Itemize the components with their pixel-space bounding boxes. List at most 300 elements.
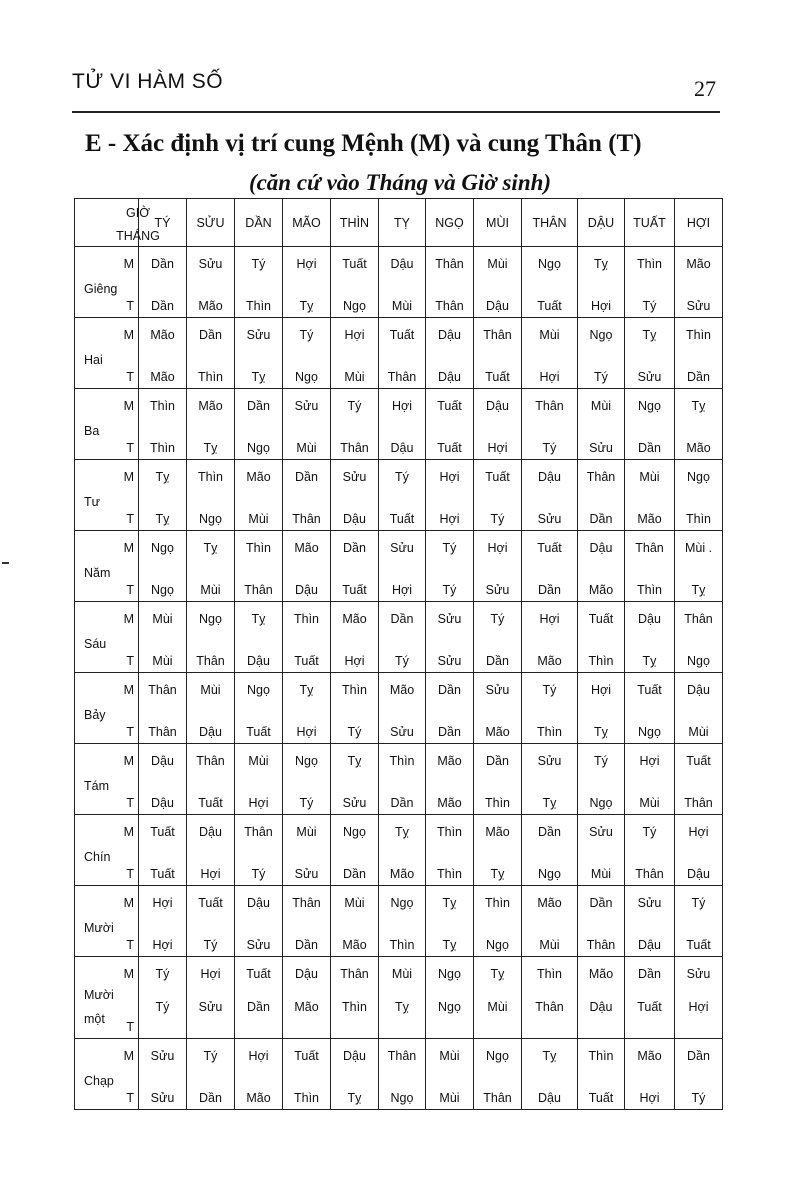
than-value: Dần — [151, 299, 174, 313]
value-cell — [474, 744, 522, 815]
than-value: Tuất — [198, 796, 223, 810]
table-row — [75, 1039, 723, 1110]
than-marker: T — [126, 796, 134, 810]
menh-value: Dậu — [687, 683, 710, 697]
than-value: Dần — [247, 1000, 270, 1014]
menh-marker: M — [123, 612, 134, 626]
menh-value: Thìn — [588, 1049, 614, 1063]
menh-value: Dậu — [390, 257, 414, 271]
value-cell — [283, 744, 331, 815]
menh-value: Sửu — [246, 328, 271, 342]
than-value: Hợi — [296, 725, 317, 739]
than-value: Tỵ — [395, 1000, 409, 1014]
value-cell — [625, 957, 675, 1039]
menh-value: Dậu — [199, 825, 222, 839]
table-row — [75, 318, 723, 389]
than-value: Thìn — [293, 1091, 319, 1105]
value-cell — [139, 460, 187, 531]
than-value: Thìn — [636, 583, 662, 597]
than-value: Mão — [588, 583, 614, 597]
than-marker: T — [126, 654, 134, 668]
menh-value: Mùi — [200, 683, 221, 697]
table-row — [75, 886, 723, 957]
menh-value: Thân — [387, 1049, 417, 1063]
than-value: Mùi — [344, 370, 365, 384]
than-value: Tý — [203, 938, 218, 952]
menh-value: Tý — [442, 541, 457, 555]
hour-header: TỴ — [379, 199, 426, 247]
value-cell — [625, 318, 675, 389]
value-cell — [474, 531, 522, 602]
than-value: Mão — [437, 796, 462, 810]
value-cell — [235, 389, 283, 460]
value-cell — [522, 531, 578, 602]
menh-value: Mùi — [590, 399, 612, 413]
value-cell — [331, 460, 379, 531]
than-value: Tuất — [637, 1000, 662, 1014]
table-row — [75, 744, 723, 815]
than-value: Dậu — [390, 441, 414, 455]
value-cell — [426, 886, 474, 957]
month-name: Năm — [84, 566, 111, 580]
menh-value: Dần — [343, 541, 366, 555]
than-value: Dần — [687, 370, 710, 384]
than-value: Tuất — [342, 583, 367, 597]
menh-value: Dậu — [486, 399, 509, 413]
menh-value: Dần — [295, 470, 318, 484]
than-value: Hợi — [487, 441, 508, 455]
value-cell — [379, 247, 426, 318]
menh-value: Ngọ — [638, 399, 661, 413]
table-row — [75, 673, 723, 744]
menh-value: Mão — [198, 399, 223, 413]
menh-value: Dần — [589, 896, 613, 910]
than-value: Tuất — [588, 1091, 614, 1105]
than-value: Mão — [246, 1091, 271, 1105]
table-row — [75, 460, 723, 531]
value-cell — [235, 318, 283, 389]
value-cell — [625, 389, 675, 460]
menh-value: Tuất — [150, 825, 175, 839]
than-value: Mùi — [296, 441, 317, 455]
than-value: Thìn — [436, 867, 462, 881]
menh-value: Dần — [247, 399, 270, 413]
corner-cell — [75, 199, 160, 247]
than-marker: T — [126, 441, 134, 455]
value-cell — [675, 247, 723, 318]
menh-value: Sửu — [437, 612, 462, 626]
value-cell — [235, 1039, 283, 1110]
menh-value: Sửu — [637, 896, 662, 910]
than-value: Mùi — [639, 796, 660, 810]
than-value: Mùi — [391, 299, 413, 313]
menh-value: Tuất — [437, 399, 462, 413]
than-value: Thân — [340, 441, 369, 455]
menh-value: Dần — [199, 328, 222, 342]
than-value: Hợi — [688, 1000, 709, 1014]
than-value: Tý — [395, 654, 409, 668]
value-cell — [283, 673, 331, 744]
than-value: Thân — [483, 1091, 512, 1105]
than-value: Tý — [251, 867, 266, 881]
value-cell — [235, 886, 283, 957]
value-cell — [139, 602, 187, 673]
menh-value: Tuất — [588, 612, 614, 626]
than-value: Dậu — [343, 512, 366, 526]
value-cell — [235, 744, 283, 815]
month-cell — [75, 673, 139, 744]
menh-value: Tỵ — [155, 470, 170, 484]
menh-marker: M — [123, 541, 134, 555]
than-value: Ngọ — [199, 512, 222, 526]
menh-value: Thân — [586, 470, 616, 484]
month-cell — [75, 886, 139, 957]
menh-value: Dần — [638, 967, 661, 981]
month-name: Tư — [84, 495, 101, 509]
than-marker: T — [126, 938, 134, 952]
value-cell — [139, 815, 187, 886]
than-value: Ngọ — [438, 1000, 461, 1014]
value-cell — [379, 460, 426, 531]
menh-value: Dần — [390, 612, 414, 626]
page-number: 27 — [694, 76, 716, 101]
than-value: Tuất — [294, 654, 319, 668]
menh-value: Tỵ — [347, 754, 362, 768]
menh-value: Dậu — [247, 896, 270, 910]
value-cell — [675, 1039, 723, 1110]
than-value: Dậu — [589, 1000, 613, 1014]
value-cell — [139, 957, 187, 1039]
menh-marker: M — [123, 825, 134, 839]
value-cell — [139, 886, 187, 957]
value-cell — [426, 815, 474, 886]
than-value: Thìn — [484, 796, 510, 810]
value-cell — [331, 886, 379, 957]
value-cell — [379, 1039, 426, 1110]
menh-value: Hợi — [590, 683, 611, 697]
menh-marker: M — [123, 470, 134, 484]
than-value: Mão — [389, 867, 415, 881]
menh-value: Mão — [588, 967, 614, 981]
value-cell — [578, 389, 625, 460]
month-cell — [75, 247, 139, 318]
than-value: Sửu — [390, 725, 414, 739]
menh-value: Sửu — [198, 257, 223, 271]
than-value: Thân — [535, 1000, 564, 1014]
value-cell — [625, 744, 675, 815]
value-cell — [426, 957, 474, 1039]
than-value: Tỵ — [299, 299, 314, 313]
menh-value: Thìn — [484, 896, 510, 910]
than-value: Thân — [635, 867, 664, 881]
menh-value: Tỵ — [299, 683, 314, 697]
value-cell — [426, 673, 474, 744]
menh-marker: M — [123, 683, 134, 697]
than-value: Tỵ — [691, 583, 706, 597]
than-value: Sửu — [342, 796, 367, 810]
than-value: Tý — [299, 796, 314, 810]
value-cell — [474, 815, 522, 886]
than-marker: T — [126, 867, 134, 881]
than-value: Dậu — [295, 583, 318, 597]
value-cell — [474, 602, 522, 673]
than-value: Thìn — [341, 1000, 367, 1014]
month-name: Tám — [84, 779, 109, 793]
menh-value: Tuất — [342, 257, 367, 271]
value-cell — [474, 673, 522, 744]
value-cell — [235, 460, 283, 531]
than-value: Hợi — [639, 1091, 660, 1105]
header-row — [75, 199, 723, 247]
month-cell — [75, 602, 139, 673]
menh-value: Mão — [294, 541, 319, 555]
margin-mark — [2, 562, 9, 564]
menh-value: Tỵ — [490, 967, 505, 981]
menh-value: Thìn — [341, 683, 367, 697]
hour-header: THÌN — [331, 199, 379, 247]
value-cell — [331, 531, 379, 602]
than-value: Thìn — [588, 654, 614, 668]
header-rule — [72, 111, 720, 113]
than-value: Ngọ — [390, 1091, 414, 1105]
than-value: Ngọ — [247, 441, 270, 455]
than-value: Mão — [485, 725, 510, 739]
than-value: Mùi — [200, 583, 221, 597]
value-cell — [283, 886, 331, 957]
than-value: Dần — [295, 938, 318, 952]
than-value: Dậu — [438, 370, 461, 384]
than-value: Ngọ — [295, 370, 318, 384]
than-value: Thìn — [197, 370, 223, 384]
than-value: Mão — [150, 370, 175, 384]
menh-value: Dậu — [638, 612, 661, 626]
menh-value: Tỵ — [594, 257, 608, 271]
than-value: Thân — [148, 725, 177, 739]
than-value: Tỵ — [642, 654, 657, 668]
than-value: Tỵ — [594, 725, 608, 739]
menh-value: Hợi — [639, 754, 660, 768]
than-marker: T — [126, 1020, 134, 1034]
value-cell — [235, 815, 283, 886]
menh-value: Thân — [148, 683, 177, 697]
menh-value: Sửu — [589, 825, 613, 839]
than-value: Tỵ — [155, 512, 170, 526]
than-value: Dậu — [638, 938, 661, 952]
month-name: Hai — [84, 353, 103, 367]
menh-value: Tý — [395, 470, 409, 484]
month-name: Mười — [84, 921, 114, 935]
value-cell — [283, 957, 331, 1039]
menh-value: Dậu — [589, 541, 613, 555]
than-value: Sửu — [437, 654, 462, 668]
than-value: Hợi — [439, 512, 460, 526]
month-name: Bảy — [84, 708, 106, 722]
than-value: Thân — [684, 796, 713, 810]
value-cell — [187, 673, 235, 744]
than-value: Sửu — [246, 938, 271, 952]
than-value: Mão — [686, 441, 711, 455]
value-cell — [578, 673, 625, 744]
value-cell — [187, 318, 235, 389]
value-cell — [379, 318, 426, 389]
table-body — [75, 247, 723, 1110]
menh-value: Tuất — [686, 754, 711, 768]
value-cell — [187, 957, 235, 1039]
menh-value: Thìn — [536, 967, 562, 981]
menh-value: Thìn — [149, 399, 175, 413]
menh-marker: M — [123, 896, 134, 910]
than-value: Ngọ — [486, 938, 509, 952]
table-row — [75, 957, 723, 1039]
menh-value: Ngọ — [295, 754, 318, 768]
section-title: E - Xác định vị trí cung Mệnh (M) và cung Thân (T) — [85, 130, 642, 157]
menh-value: Tuất — [198, 896, 223, 910]
month-name: Giêng — [84, 282, 118, 296]
than-value: Thìn — [245, 299, 271, 313]
value-cell — [474, 957, 522, 1039]
than-value: Thìn — [536, 725, 562, 739]
table-row — [75, 389, 723, 460]
menh-value: Dần — [538, 825, 561, 839]
value-cell — [331, 815, 379, 886]
value-cell — [625, 815, 675, 886]
menh-value: Sửu — [294, 399, 319, 413]
menh-value: Mùi — [539, 328, 560, 342]
menh-value: Tý — [542, 683, 557, 697]
hour-header: THÂN — [522, 199, 578, 247]
menh-value: Mùi — [439, 1049, 460, 1063]
than-value: Tỵ — [203, 441, 218, 455]
hour-header: DẬU — [578, 199, 625, 247]
menh-value: Mùi — [296, 825, 317, 839]
than-value: Tuất — [485, 370, 510, 384]
menh-value: Mão — [246, 470, 271, 484]
menh-value: Ngọ — [687, 470, 710, 484]
value-cell — [474, 247, 522, 318]
value-cell — [426, 1039, 474, 1110]
value-cell — [187, 247, 235, 318]
month-name: Sáu — [84, 637, 107, 651]
menh-value: Thân — [340, 967, 369, 981]
than-value: Dậu — [151, 796, 174, 810]
than-value: Mão — [537, 654, 562, 668]
month-axis-label: THÁNG — [116, 229, 160, 243]
value-cell — [522, 957, 578, 1039]
value-cell — [235, 247, 283, 318]
menh-value: Mùi — [344, 896, 365, 910]
value-cell — [379, 957, 426, 1039]
value-cell — [625, 247, 675, 318]
value-cell — [522, 673, 578, 744]
value-cell — [675, 957, 723, 1039]
menh-value: Sửu — [537, 754, 562, 768]
menh-value: Sửu — [485, 683, 510, 697]
than-marker: T — [126, 370, 134, 384]
menh-marker: M — [123, 1049, 134, 1063]
than-value: Hợi — [248, 796, 269, 810]
menh-value: Tỵ — [691, 399, 706, 413]
than-value: Hợi — [539, 370, 560, 384]
value-cell — [235, 957, 283, 1039]
menh-value: Thìn — [293, 612, 319, 626]
than-value: Hợi — [344, 654, 365, 668]
value-cell — [675, 815, 723, 886]
than-value: Mùi — [248, 512, 269, 526]
value-cell — [379, 602, 426, 673]
than-value: Mùi — [590, 867, 612, 881]
value-cell — [331, 957, 379, 1039]
month-cell — [75, 815, 139, 886]
than-value: Tý — [442, 583, 457, 597]
value-cell — [578, 1039, 625, 1110]
value-cell — [139, 247, 187, 318]
value-cell — [139, 531, 187, 602]
value-cell — [331, 602, 379, 673]
menh-value: Hợi — [152, 896, 173, 910]
value-cell — [522, 602, 578, 673]
than-value: Mùi — [152, 654, 173, 668]
value-cell — [426, 602, 474, 673]
value-cell — [331, 673, 379, 744]
than-value: Tý — [691, 1091, 706, 1105]
month-cell — [75, 460, 139, 531]
value-cell — [625, 460, 675, 531]
than-value: Tý — [542, 441, 557, 455]
menh-value: Dần — [486, 754, 509, 768]
month-name: Ba — [84, 424, 100, 438]
than-value: Hợi — [200, 867, 221, 881]
menh-value: Ngọ — [589, 328, 613, 342]
hour-header: DẦN — [235, 199, 283, 247]
than-value: Ngọ — [589, 796, 613, 810]
than-value: Tỵ — [490, 867, 505, 881]
than-value: Dần — [199, 1091, 222, 1105]
hour-axis-label: GIỜ — [126, 206, 150, 220]
value-cell — [379, 744, 426, 815]
menh-value: Dần — [438, 683, 461, 697]
value-cell — [426, 318, 474, 389]
menh-value: Thìn — [389, 754, 415, 768]
menh-value: Mùi — [391, 967, 413, 981]
menh-value: Thân — [535, 399, 564, 413]
menh-value: Thìn — [436, 825, 462, 839]
than-value: Mão — [198, 299, 223, 313]
menh-value: Ngọ — [343, 825, 366, 839]
than-value: Mão — [294, 1000, 319, 1014]
than-value: Tuất — [537, 299, 562, 313]
menh-value: Thìn — [685, 328, 711, 342]
menh-value: Sửu — [686, 967, 711, 981]
than-value: Sửu — [686, 299, 711, 313]
value-cell — [578, 744, 625, 815]
value-cell — [331, 744, 379, 815]
menh-value: Tý — [347, 399, 362, 413]
menh-value: Mùi — [248, 754, 269, 768]
than-value: Hợi — [391, 583, 412, 597]
menh-value: Hợi — [439, 470, 460, 484]
menh-value: Ngọ — [247, 683, 270, 697]
menh-value: Thìn — [245, 541, 271, 555]
menh-value: Mão — [686, 257, 711, 271]
value-cell — [379, 815, 426, 886]
than-value: Ngọ — [343, 299, 366, 313]
than-value: Tuất — [246, 725, 271, 739]
menh-value: Hợi — [391, 399, 412, 413]
menh-value: Thân — [244, 825, 273, 839]
value-cell — [187, 815, 235, 886]
menh-value: Thìn — [636, 257, 662, 271]
section-subtitle: (căn cứ vào Tháng và Giờ sinh) — [248, 170, 552, 195]
